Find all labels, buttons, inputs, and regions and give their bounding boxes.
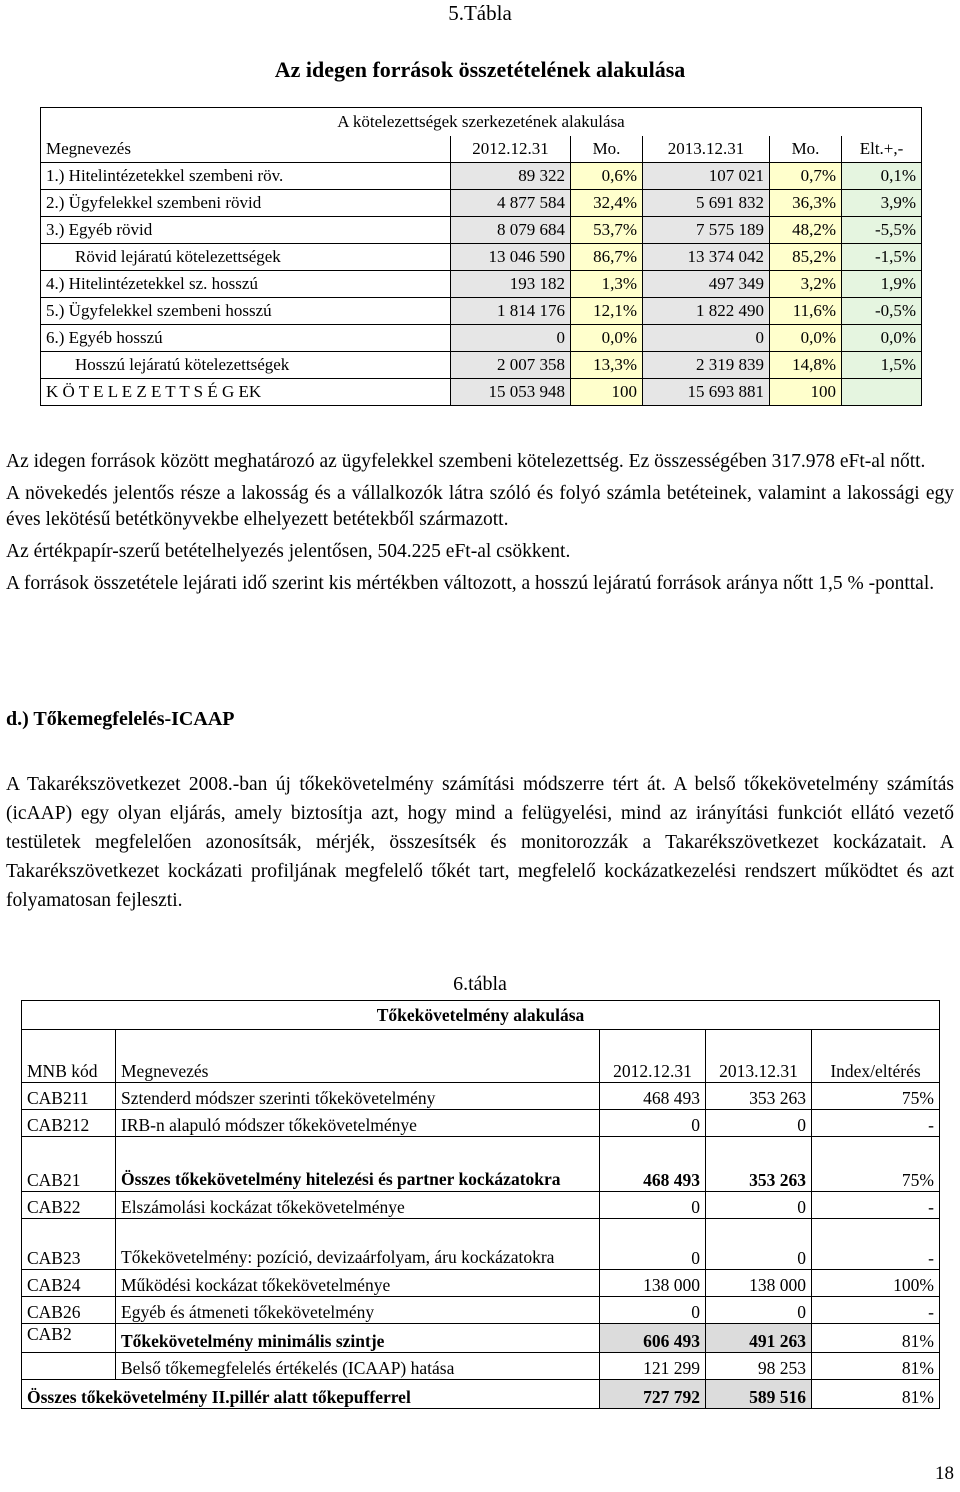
table5-subtitle: A kötelezettségek szerkezetének alakulása	[41, 108, 922, 137]
table-row	[22, 1137, 940, 1192]
index-value: 81%	[812, 1324, 940, 1353]
difference: 0,0%	[842, 325, 922, 352]
value-2013: 5 691 832	[643, 190, 770, 217]
value-2013: 13 374 042	[643, 244, 770, 271]
mnb-code: CAB24	[22, 1270, 116, 1297]
share-2013: 85,2%	[770, 244, 842, 271]
value-2012: 121 299	[600, 1353, 706, 1380]
table5-header: Mo.	[770, 136, 842, 163]
value-2012: 8 079 684	[451, 217, 571, 244]
table5	[40, 107, 922, 406]
value-2012: 4 877 584	[451, 190, 571, 217]
value-2013: 353 263	[706, 1137, 812, 1192]
value-2012: 15 053 948	[451, 379, 571, 406]
share-2013: 11,6%	[770, 298, 842, 325]
value-2013: 0	[706, 1110, 812, 1137]
table5-header: Mo.	[571, 136, 643, 163]
mnb-code: CAB212	[22, 1110, 116, 1137]
share-2012: 0,0%	[571, 325, 643, 352]
paragraph: A növekedés jelentős része a lakosság és a vállalkozók látra szóló és folyó számla betéteinek, valamint a lakossági egy éves lekötésű betétkönyvekbe elhelyezett betétekből származott.	[6, 483, 954, 530]
row-name: Összes tőkekövetelmény II.pillér alatt tőkepufferrel	[22, 1380, 600, 1409]
mnb-code: CAB2	[22, 1324, 116, 1353]
difference: 0,1%	[842, 163, 922, 190]
table-row	[22, 1297, 940, 1324]
row-name: Rövid lejáratú kötelezettségek	[41, 244, 451, 271]
value-2012: 89 322	[451, 163, 571, 190]
table6-header: Megnevezés	[116, 1030, 600, 1083]
value-2012: 727 792	[600, 1380, 706, 1409]
paragraph: Az idegen források között meghatározó az ügyfelekkel szembeni kötelezettség. Ez összességében 317.978 eFt-al nőtt.	[6, 451, 926, 472]
table-row	[41, 271, 922, 298]
paragraph: A Takarékszövetkezet 2008.-ban új tőkekövetelmény számítási módszerre tért át. A belső tőkekövetelmény számítás (icAAP) egy olyan eljárás, amely biztosítja azt, hogy mind a felügyelési, mind az irányítási funkciót ellátó vezető testületek megfelelően azonosítsák, mérjék, összesítsék és monitorozzák a Takarékszövetkezet kockázatait. A Takarékszövetkezet kockázati profiljának megfelelő tőkét tart, megfelelő kockázatkezelési rendszert működtet és azt folyamatosan fejleszti.	[6, 774, 954, 911]
mnb-code: CAB211	[22, 1083, 116, 1110]
value-2012: 138 000	[600, 1270, 706, 1297]
table5-header: 2013.12.31	[643, 136, 770, 163]
difference: -5,5%	[842, 217, 922, 244]
value-2013: 2 319 839	[643, 352, 770, 379]
value-2013: 0	[706, 1192, 812, 1219]
difference: 3,9%	[842, 190, 922, 217]
share-2013: 3,2%	[770, 271, 842, 298]
value-2012: 0	[600, 1192, 706, 1219]
index-value: -	[812, 1219, 940, 1270]
value-2013: 138 000	[706, 1270, 812, 1297]
value-2012: 0	[451, 325, 571, 352]
share-2012: 53,7%	[571, 217, 643, 244]
table-row	[41, 217, 922, 244]
table6-header: 2012.12.31	[600, 1030, 706, 1083]
difference: 1,5%	[842, 352, 922, 379]
value-2013: 0	[643, 325, 770, 352]
row-name: K Ö T E L E Z E T T S É G EK	[41, 379, 451, 406]
table5-header: Elt.+,-	[842, 136, 922, 163]
value-2013: 15 693 881	[643, 379, 770, 406]
value-2013: 107 021	[643, 163, 770, 190]
table6-header-row	[22, 1030, 940, 1083]
table-row	[22, 1192, 940, 1219]
index-value: 75%	[812, 1083, 940, 1110]
value-2013: 1 822 490	[643, 298, 770, 325]
row-name: Belső tőkemegfelelés értékelés (ICAAP) hatása	[116, 1353, 600, 1380]
table-row	[41, 325, 922, 352]
row-name: 4.) Hitelintézetekkel sz. hosszú	[41, 271, 451, 298]
value-2013: 98 253	[706, 1353, 812, 1380]
table6-label: 6.tábla	[453, 973, 507, 995]
index-value: -	[812, 1110, 940, 1137]
share-2012: 86,7%	[571, 244, 643, 271]
value-2013: 7 575 189	[643, 217, 770, 244]
share-2012: 12,1%	[571, 298, 643, 325]
value-2013: 497 349	[643, 271, 770, 298]
table5-label: 5.Tábla	[448, 1, 512, 25]
paragraph: Az értékpapír-szerű betételhelyezés jelentősen, 504.225 eFt-al csökkent.	[6, 541, 571, 562]
table6-title: Tőkekövetelmény alakulása	[22, 1001, 940, 1030]
table-row	[41, 190, 922, 217]
table6-header: 2013.12.31	[706, 1030, 812, 1083]
share-2012: 13,3%	[571, 352, 643, 379]
table6-header: MNB kód	[22, 1030, 116, 1083]
row-name: Összes tőkekövetelmény hitelezési és partner kockázatokra	[116, 1137, 600, 1192]
value-2012: 0	[600, 1110, 706, 1137]
value-2012: 2 007 358	[451, 352, 571, 379]
table-row	[22, 1324, 940, 1353]
value-2013: 0	[706, 1297, 812, 1324]
index-value: -	[812, 1297, 940, 1324]
value-2013: 589 516	[706, 1380, 812, 1409]
difference: -0,5%	[842, 298, 922, 325]
row-name: 5.) Ügyfelekkel szembeni hosszú	[41, 298, 451, 325]
value-2012: 468 493	[600, 1137, 706, 1192]
table6-header: Index/eltérés	[812, 1030, 940, 1083]
table-row	[22, 1083, 940, 1110]
row-name: 1.) Hitelintézetekkel szembeni röv.	[41, 163, 451, 190]
difference	[842, 379, 922, 406]
value-2013: 353 263	[706, 1083, 812, 1110]
row-name: Tőkekövetelmény minimális szintje	[116, 1324, 600, 1353]
table-row	[41, 244, 922, 271]
mnb-code: CAB23	[22, 1219, 116, 1270]
share-2013: 0,7%	[770, 163, 842, 190]
table-row	[22, 1353, 940, 1380]
value-2012: 606 493	[600, 1324, 706, 1353]
table5-header: Megnevezés	[41, 136, 451, 163]
table-row	[41, 352, 922, 379]
share-2012: 32,4%	[571, 190, 643, 217]
table-row	[22, 1110, 940, 1137]
share-2013: 0,0%	[770, 325, 842, 352]
value-2012: 0	[600, 1297, 706, 1324]
index-value: 75%	[812, 1137, 940, 1192]
page-number: 18	[935, 1463, 954, 1484]
row-name: 3.) Egyéb rövid	[41, 217, 451, 244]
section-d-text	[6, 770, 954, 915]
index-value: 81%	[812, 1353, 940, 1380]
value-2013: 491 263	[706, 1324, 812, 1353]
mnb-code: CAB26	[22, 1297, 116, 1324]
share-2012: 1,3%	[571, 271, 643, 298]
table6	[21, 1000, 940, 1409]
row-name: Tőkekövetelmény: pozíció, devizaárfolyam, áru kockázatokra	[116, 1219, 600, 1270]
table-row	[22, 1219, 940, 1270]
row-name: Elszámolási kockázat tőkekövetelménye	[116, 1192, 600, 1219]
table5-header: 2012.12.31	[451, 136, 571, 163]
row-name: 6.) Egyéb hosszú	[41, 325, 451, 352]
row-name: IRB-n alapuló módszer tőkekövetelménye	[116, 1110, 600, 1137]
value-2013: 0	[706, 1219, 812, 1270]
table-row-total	[41, 379, 922, 406]
mnb-code	[22, 1353, 116, 1380]
value-2012: 193 182	[451, 271, 571, 298]
analysis-text	[6, 449, 954, 597]
mnb-code: CAB22	[22, 1192, 116, 1219]
difference: 1,9%	[842, 271, 922, 298]
table5-title: Az idegen források összetételének alakulása	[274, 57, 686, 82]
share-2013: 36,3%	[770, 190, 842, 217]
row-name: Hosszú lejáratú kötelezettségek	[41, 352, 451, 379]
index-value: -	[812, 1192, 940, 1219]
share-2012: 0,6%	[571, 163, 643, 190]
table5-header-row	[41, 136, 922, 163]
value-2012: 13 046 590	[451, 244, 571, 271]
table-row	[22, 1270, 940, 1297]
index-value: 81%	[812, 1380, 940, 1409]
paragraph: A források összetétele lejárati idő szerint kis mértékben változott, a hosszú lejáratú források aránya nőtt 1,5 % -ponttal.	[6, 573, 935, 594]
share-2013: 14,8%	[770, 352, 842, 379]
share-2012: 100	[571, 379, 643, 406]
value-2012: 0	[600, 1219, 706, 1270]
row-name: 2.) Ügyfelekkel szembeni rövid	[41, 190, 451, 217]
mnb-code: CAB21	[22, 1137, 116, 1192]
index-value: 100%	[812, 1270, 940, 1297]
row-name: Sztenderd módszer szerinti tőkekövetelmény	[116, 1083, 600, 1110]
table-row	[41, 163, 922, 190]
row-name: Egyéb és átmeneti tőkekövetelmény	[116, 1297, 600, 1324]
table-row-total	[22, 1380, 940, 1409]
section-heading: d.) Tőkemegfelelés-ICAAP	[6, 708, 235, 730]
value-2012: 468 493	[600, 1083, 706, 1110]
share-2013: 48,2%	[770, 217, 842, 244]
row-name: Működési kockázat tőkekövetelménye	[116, 1270, 600, 1297]
share-2013: 100	[770, 379, 842, 406]
value-2012: 1 814 176	[451, 298, 571, 325]
table-row	[41, 298, 922, 325]
difference: -1,5%	[842, 244, 922, 271]
